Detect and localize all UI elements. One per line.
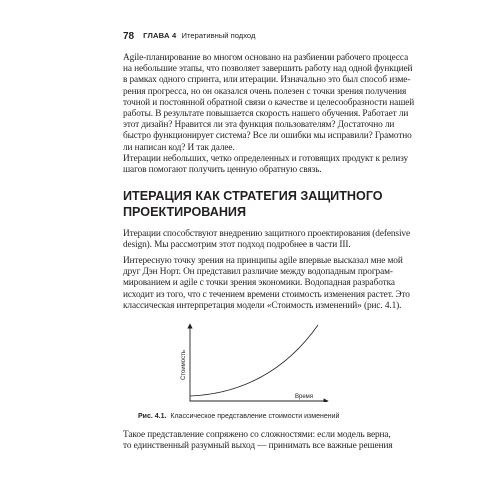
text-line: в рамках одного спринта, или итерации. Изначально это был способ изме-: [123, 75, 411, 86]
y-axis-label: Стоимость: [181, 349, 187, 381]
paragraph-agile-planning: [123, 53, 415, 154]
text-line: точной и постоянной обратной связи о качестве и целесообразности нашей: [123, 97, 415, 108]
text-line: быстро функционирует система? Все ли ошибки мы исправили? Грамотно: [123, 131, 412, 142]
paragraph-dan-north: [123, 256, 410, 312]
chapter-title: Итеративный подход: [181, 31, 256, 40]
text-line: работы. В результате повышается скорость нашего обучения. Работает ли: [123, 109, 409, 120]
text-line: то единственный разумный выход — принимать все важные решения: [123, 441, 393, 452]
text-line: Итерации небольших, четко определенных и готовящих продукт к релизу: [123, 154, 409, 164]
section-heading: [123, 189, 393, 220]
text-line: шагов помогают получить ценную обратную связь.: [123, 165, 322, 176]
figure-cost-of-change: [170, 322, 330, 402]
text-line: Итерации способствуют внедрению защитного проектирования (defensive: [123, 229, 411, 239]
text-line: на небольшие этапы, что позволяет завершить работу над одной функцией: [123, 64, 413, 75]
cost-of-change-graph: [170, 322, 330, 402]
running-head: [123, 31, 255, 42]
text-line: Agile-планирование во многом основано на разбиении рабочего процесса: [123, 53, 409, 63]
text-line: классическая интерпретация модели «Стоимость изменений» (рис. 4.1).: [123, 300, 402, 311]
text-line: Интересную точку зрения на принципы agile впервые высказал мне мой: [123, 256, 403, 266]
text-line: design). Мы рассмотрим этот подход подробнее в части III.: [123, 240, 351, 251]
text-line: мированием и agile с точки зрения экономики. Водопадная разработка: [123, 278, 395, 289]
x-axis-label: Время: [295, 394, 314, 400]
heading-line: ИТЕРАЦИЯ КАК СТРАТЕГИЯ ЗАЩИТНОГО: [123, 189, 383, 203]
heading-line: ПРОЕКТИРОВАНИЯ: [123, 204, 247, 219]
caption-label: Рис. 4.1.: [138, 413, 167, 420]
paragraph-iterations-feedback: [123, 154, 409, 176]
text-line: рения прогресса, но он оказался очень полезен с точки зрения получения: [123, 86, 407, 97]
text-line: Такое представление сопряжено со сложностями: если модель верна,: [123, 430, 391, 440]
paragraph-complexity: [123, 430, 393, 452]
paragraph-defensive-design: [123, 229, 411, 251]
figure-caption: [138, 412, 339, 421]
page-number: 78: [123, 31, 135, 42]
chapter-label: ГЛАВА 4: [143, 31, 177, 40]
text-line: этот дизайн? Нравится ли эта функция пользователям? Достаточно ли: [123, 120, 395, 131]
caption-text: Классическое представление стоимости изменений: [170, 413, 340, 420]
text-line: исходит из того, что с течением времени стоимость изменения растет. Это: [123, 289, 410, 300]
text-line: ли написан код? И так далее.: [123, 142, 235, 153]
cost-curve: [190, 325, 318, 396]
text-line: друг Дэн Норт. Он представил различие между водопадным програм-: [123, 267, 393, 278]
